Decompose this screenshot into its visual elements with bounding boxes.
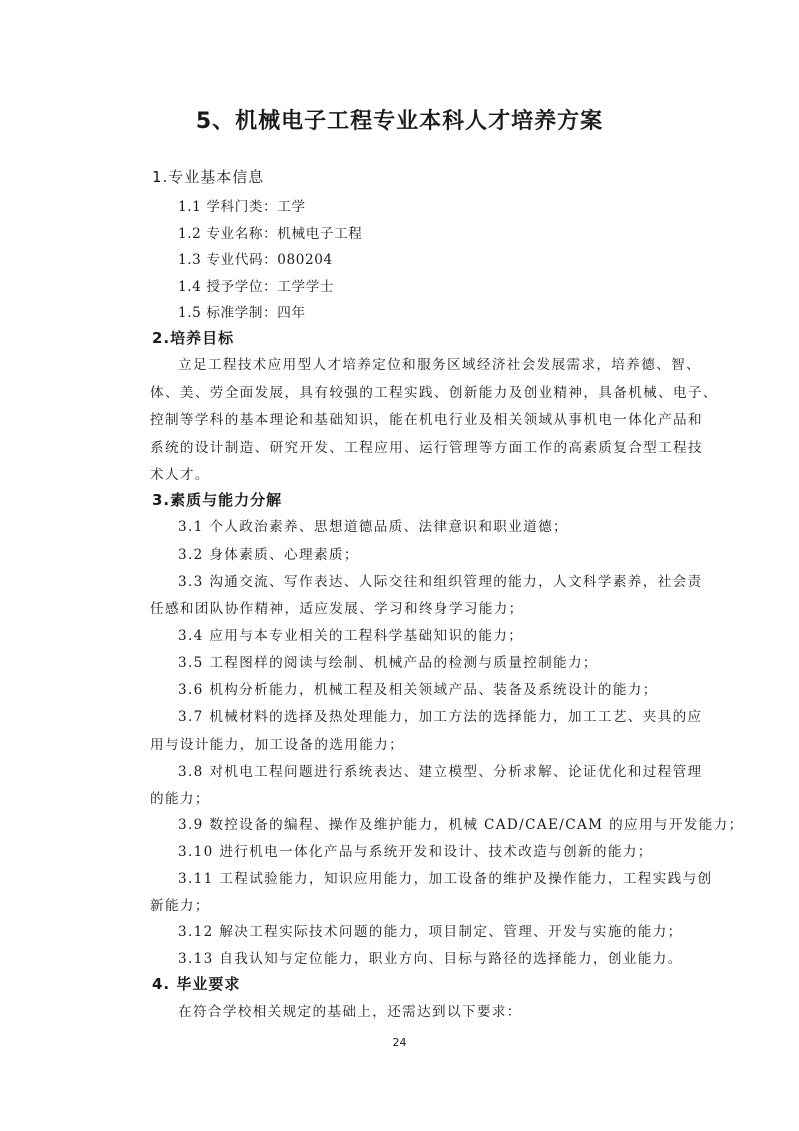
ability-item: 3.5 工程图样的阅读与绘制、机械产品的检测与质量控制能力； (178, 655, 598, 671)
objective-line: 体、美、劳全面发展，具有较强的工程实践、创新能力及创业精神，具备机械、电子、 (150, 385, 718, 401)
info-item-duration: 1.5 标准学制：四年 (178, 305, 306, 321)
info-item-major-code: 1.3 专业代码：080204 (178, 252, 333, 268)
info-item-discipline: 1.1 学科门类：工学 (178, 199, 306, 215)
ability-item: 3.10 进行机电一体化产品与系统开发和设计、技术改造与创新的能力； (178, 844, 653, 860)
ability-item: 3.1 个人政治素养、思想道德品质、法律意识和职业道德； (178, 519, 568, 535)
ability-item-continued: 新能力； (150, 898, 210, 914)
ability-item-continued: 任感和团队协作精神，适应发展、学习和终身学习能力； (150, 601, 524, 617)
document-title: 5、机械电子工程专业本科人才培养方案 (195, 109, 604, 134)
info-item-degree: 1.4 授予学位：工学学士 (178, 279, 335, 295)
ability-item: 3.7 机械材料的选择及热处理能力，加工方法的选择能力，加工工艺、夹具的应 (178, 709, 703, 725)
section2-heading: 2.培养目标 (152, 329, 235, 347)
objective-line: 系统的设计制造、研究开发、工程应用、运行管理等方面工作的高素质复合型工程技 (150, 440, 703, 456)
ability-item: 3.6 机构分析能力，机械工程及相关领域产品、装备及系统设计的能力； (178, 682, 658, 698)
objective-line: 立足工程技术应用型人才培养定位和服务区域经济社会发展需求，培养德、智、 (178, 357, 702, 373)
objective-line: 控制等学科的基本理论和基础知识，能在机电行业及相关领域从事机电一体化产品和 (150, 412, 703, 428)
ability-item: 3.13 自我认知与定位能力，职业方向、目标与路径的选择能力，创业能力。 (178, 951, 683, 967)
ability-item: 3.3 沟通交流、写作表达、人际交往和组织管理的能力，人文科学素养，社会责 (178, 574, 703, 590)
ability-item: 3.4 应用与本专业相关的工程科学基础知识的能力； (178, 628, 524, 644)
page-number: 24 (392, 1036, 407, 1049)
ability-item: 3.9 数控设备的编程、操作及维护能力，机械 CAD/CAE/CAM 的应用与开发能力； (178, 817, 744, 833)
objective-line: 术人才。 (150, 467, 210, 483)
section3-heading: 3.素质与能力分解 (152, 491, 283, 509)
ability-item-continued: 用与设计能力，加工设备的选用能力； (150, 737, 405, 753)
ability-item-continued: 的能力； (150, 791, 210, 807)
info-item-major-name: 1.2 专业名称：机械电子工程 (178, 226, 363, 242)
section4-heading: 4. 毕业要求 (152, 975, 241, 993)
ability-item: 3.12 解决工程实际技术问题的能力，项目制定、管理、开发与实施的能力； (178, 924, 683, 940)
section1-heading: 1.专业基本信息 (152, 168, 265, 186)
ability-item: 3.11 工程试验能力，知识应用能力，加工设备的维护及操作能力，工程实践与创 (178, 871, 713, 887)
ability-item: 3.8 对机电工程问题进行系统表达、建立模型、分析求解、论证优化和过程管理 (178, 764, 703, 780)
requirement-intro: 在符合学校相关规定的基础上，还需达到以下要求： (178, 1004, 522, 1020)
ability-item: 3.2 身体素质、心理素质； (178, 547, 359, 563)
